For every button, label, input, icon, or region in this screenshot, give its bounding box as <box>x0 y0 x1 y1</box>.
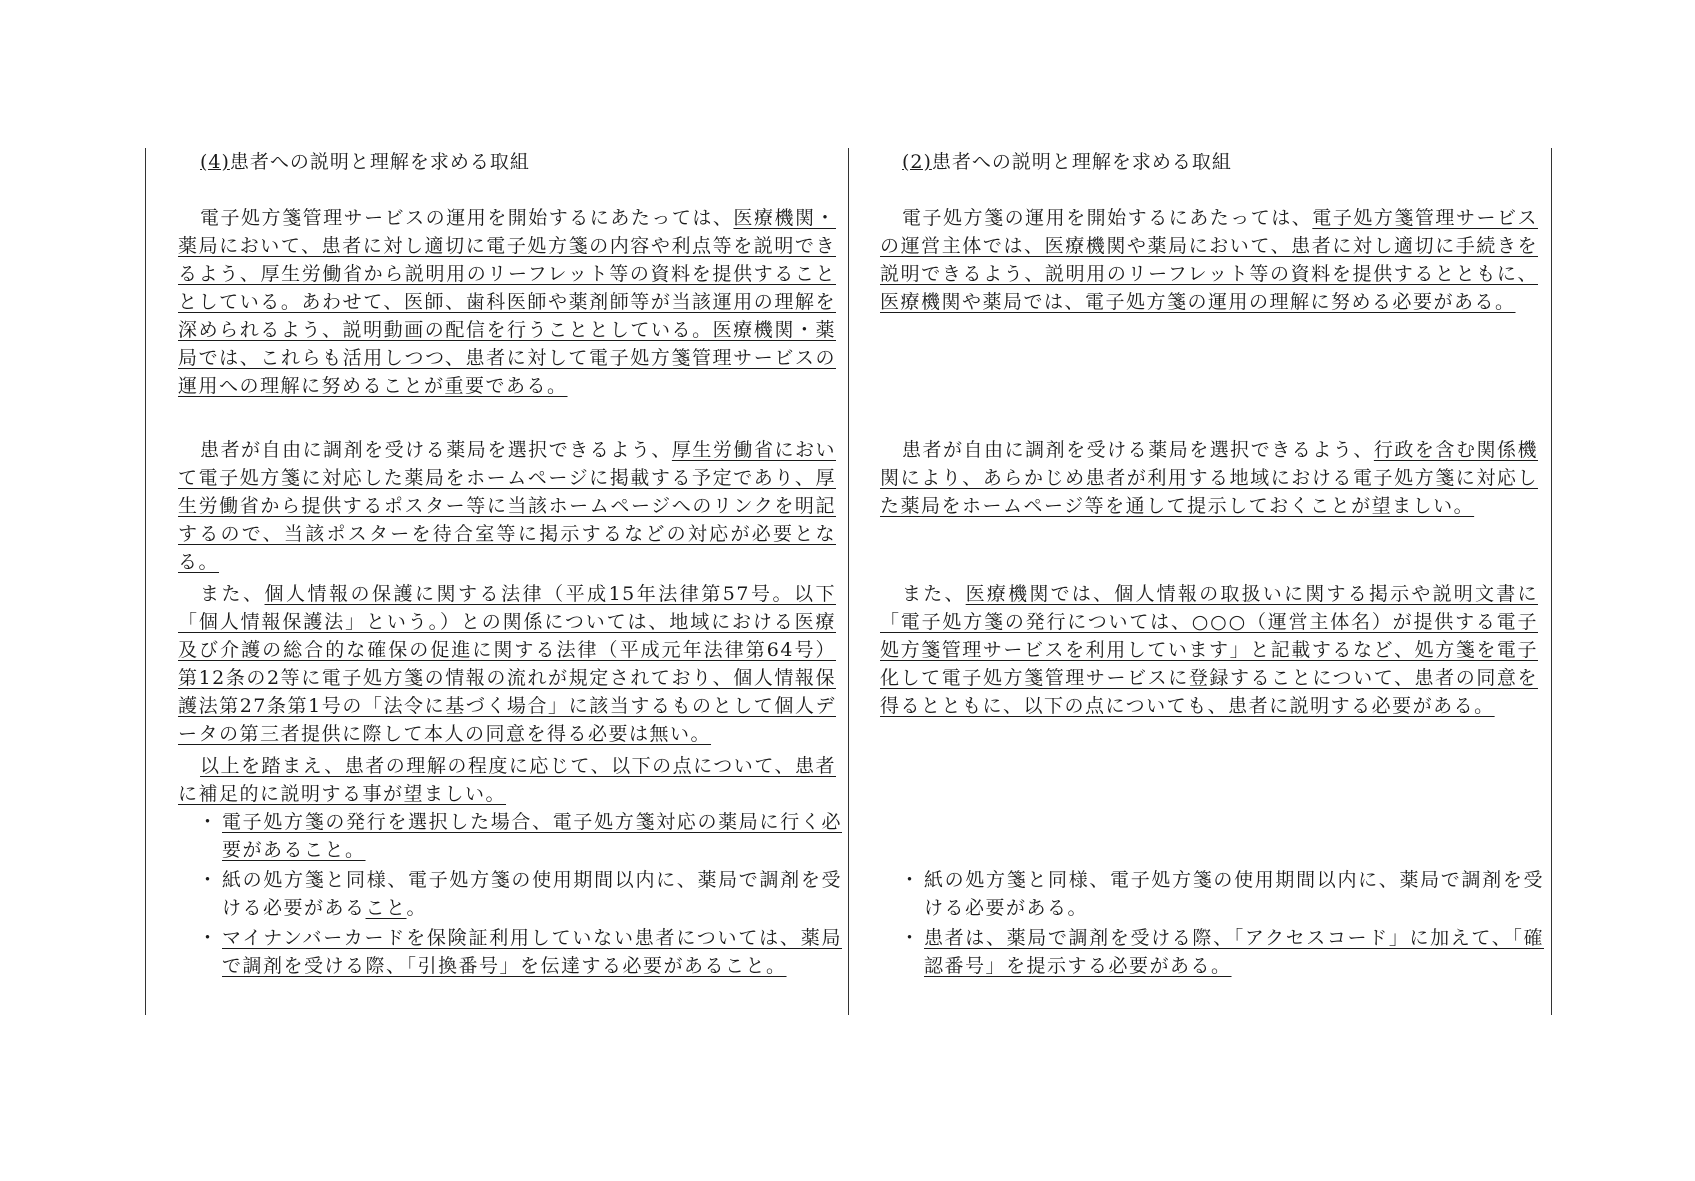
bullet-marker: ・ <box>900 869 921 891</box>
left-bullet-3 <box>198 924 842 980</box>
right-bullet-2 <box>900 924 1544 980</box>
center-divider-line <box>848 148 849 1015</box>
right-bullet-1-text: 紙の処方箋と同様、電子処方箋の使用期間以内に、薬局で調剤を受ける必要がある。 <box>924 869 1544 919</box>
right-bullet-2-text: 患者は、薬局で調剤を受ける際、「アクセスコード」に加えて、「確認番号」を提示する必要がある。 <box>924 927 1544 977</box>
left-paragraph-1-underlined: 医療機関・薬局において、患者に対し適切に電子処方箋の内容や利点等を説明できるよう、厚生労働省から説明用のリーフレット等の資料を提供することとしている。あわせて、医師、歯科医師や薬剤師等が当該運用の理解を深められるよう、説明動画の配信を行うこととしている。医療機関・薬局では、これらも活用しつつ、患者に対して電子処方箋管理サービスの運用への理解に努めることが重要である。 <box>178 207 836 397</box>
left-paragraph-2: 患者が自由に調剤を受ける薬局を選択できるよう、厚生労働省において電子処方箋に対応した薬局をホームページに掲載する予定であり、厚生労働省から提供するポスター等に当該ホームページへのリンクを明記するので、当該ポスターを待合室等に掲示するなどの対応が必要となる。 <box>178 439 836 573</box>
left-bullet-2-underlined: こと <box>365 897 407 919</box>
right-border-line <box>1551 148 1552 1015</box>
bullet-marker: ・ <box>198 811 219 833</box>
left-border-line <box>145 148 146 1015</box>
bullet-marker: ・ <box>198 869 219 891</box>
left-column <box>178 148 842 977</box>
left-paragraph-4-underlined: 以上を踏まえ、患者の理解の程度に応じて、以下の点について、患者に補足的に説明する事が望ましい。 <box>178 755 836 805</box>
left-paragraph-4 <box>178 752 836 808</box>
left-heading-number: (4) <box>200 151 230 173</box>
right-paragraph-3: また、医療機関では、個人情報の取扱いに関する掲示や説明文書に「電子処方箋の発行については、○○○（運営主体名）が提供する電子処方箋管理サービスを利用しています」と記載するなど、処方箋を電子化して電子処方箋管理サービスに登録することについて、患者の同意を得るとともに、以下の点についても、患者に説明する必要がある。 <box>880 583 1538 717</box>
right-paragraph-2-underlined: 行政を含む関係機関により、あらかじめ患者が利用する地域における電子処方箋に対応した薬局をホームページ等を通して提示しておくことが望ましい。 <box>880 439 1538 517</box>
left-paragraph-1: 電子処方箋管理サービスの運用を開始するにあたっては、医療機関・薬局において、患者に対し適切に電子処方箋の内容や利点等を説明できるよう、厚生労働省から説明用のリーフレット等の資料を提供することとしている。あわせて、医師、歯科医師や薬剤師等が当該運用の理解を深められるよう、説明動画の配信を行うこととしている。医療機関・薬局では、これらも活用しつつ、患者に対して電子処方箋管理サービスの運用への理解に努めることが重要である。 <box>178 207 836 397</box>
left-paragraph-3: また、個人情報の保護に関する法律（平成15年法律第57号。以下「個人情報保護法」という。）との関係については、地域における医療及び介護の総合的な確保の促進に関する法律（平成元年法律第64号）第12条の2等に電子処方箋の情報の流れが規定されており、個人情報保護法第27条第1号の「法令に基づく場合」に該当するものとして個人データの第三者提供に際して本人の同意を得る必要は無い。 <box>178 583 836 745</box>
right-paragraph-2: 患者が自由に調剤を受ける薬局を選択できるよう、行政を含む関係機関により、あらかじめ患者が利用する地域における電子処方箋に対応した薬局をホームページ等を通して提示しておくことが望ましい。 <box>880 439 1538 517</box>
left-bullet-2: ・ 紙の処方箋と同様、電子処方箋の使用期間以内に、薬局で調剤を受ける必要があること。 <box>222 866 842 922</box>
left-bullet-3-text: マイナンバーカードを保険証利用していない患者については、薬局で調剤を受ける際、「引換番号」を伝達する必要があること。 <box>222 927 842 977</box>
left-paragraph-2-underlined: 厚生労働省において電子処方箋に対応した薬局をホームページに掲載する予定であり、厚生労働省から提供するポスター等に当該ホームページへのリンクを明記するので、当該ポスターを待合室等に掲示するなどの対応が必要となる。 <box>178 439 836 573</box>
right-column <box>880 148 1544 977</box>
right-paragraph-1-underlined: 電子処方箋管理サービスの運営主体では、医療機関や薬局において、患者に対し適切に手続きを説明できるよう、説明用のリーフレット等の資料を提供するとともに、医療機関や薬局では、電子処方箋の運用の理解に努める必要がある。 <box>880 207 1538 313</box>
right-heading-number: (2) <box>902 151 932 173</box>
right-heading-text: 患者への説明と理解を求める取組 <box>931 151 1232 173</box>
left-bullet-1-text: 電子処方箋の発行を選択した場合、電子処方箋対応の薬局に行く必要があること。 <box>222 811 842 861</box>
right-heading <box>880 148 1538 176</box>
right-paragraph-1: 電子処方箋の運用を開始するにあたっては、電子処方箋管理サービスの運営主体では、医療機関や薬局において、患者に対し適切に手続きを説明できるよう、説明用のリーフレット等の資料を提供するとともに、医療機関や薬局では、電子処方箋の運用の理解に努める必要がある。 <box>880 207 1538 313</box>
left-heading-text: 患者への説明と理解を求める取組 <box>229 151 530 173</box>
right-bullet-1 <box>900 866 1544 922</box>
left-paragraph-3-underlined: 個人情報の保護に関する法律（平成15年法律第57号。以下「個人情報保護法」という。）との関係については、地域における医療及び介護の総合的な確保の促進に関する法律（平成元年法律第64号）第12条の2等に電子処方箋の情報の流れが規定されており、個人情報保護法第27条第1号の「法令に基づく場合」に該当するものとして個人データの第三者提供に際して本人の同意を得る必要は無い。 <box>178 583 836 745</box>
bullet-marker: ・ <box>198 927 219 949</box>
left-bullet-1 <box>198 808 842 864</box>
left-heading <box>178 148 836 176</box>
right-paragraph-3-underlined: 医療機関では、個人情報の取扱いに関する掲示や説明文書に「電子処方箋の発行については、○○○（運営主体名）が提供する電子処方箋管理サービスを利用しています」と記載するなど、処方箋を電子化して電子処方箋管理サービスに登録することについて、患者の同意を得るとともに、以下の点についても、患者に説明する必要がある。 <box>880 583 1538 717</box>
bullet-marker: ・ <box>900 927 921 949</box>
